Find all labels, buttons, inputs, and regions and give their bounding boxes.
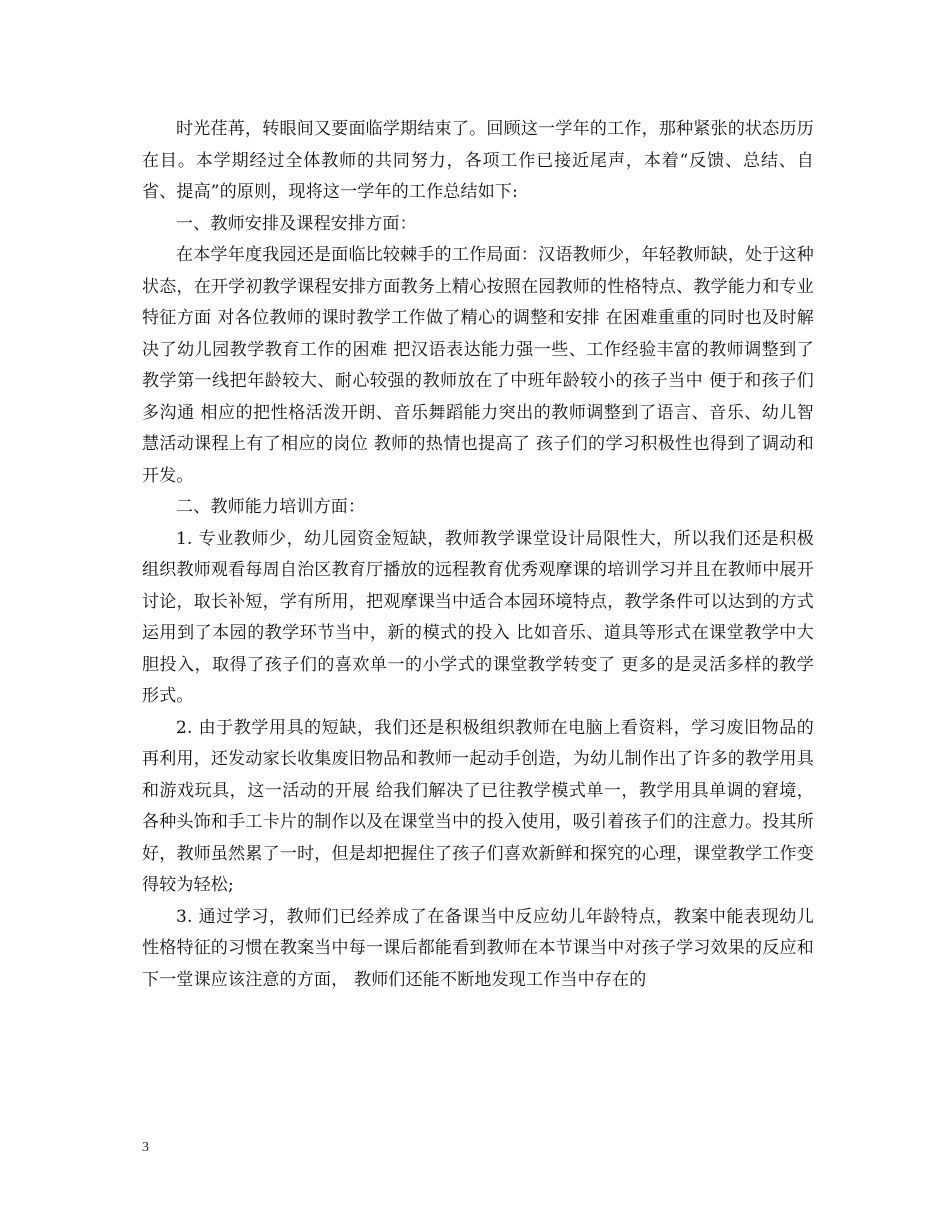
paragraph-training-item-1: 1. 专业教师少，幼儿园资金短缺，教师教学课堂设计局限性大，所以我们还是积极组织教师观看每周自治区教育厅播放的远程教育优秀观摩课的培训学习并且在教师中展开讨论，取长补短，学有所用，把观摩课当中适合本园环境特点，教学条件可以达到的方式运用到了本园的教学环节当中，新的模式的投入 比如音乐、道具等形式在课堂教学中大胆投入，取得了孩子们的喜欢单一的小学式的课堂教学转变了 更多的是灵活多样的教学形式。 (142, 528, 814, 706)
paragraph-training-item-2: 2. 由于教学用具的短缺，我们还是积极组织教师在电脑上看资料，学习废旧物品的再利用，还发动家长收集废旧物品和教师一起动手创造，为幼儿制作出了许多的教学用具和游戏玩具，这一活动的开展 给我们解决了已往教学模式单一，教学用具单调的窘境，各种头饰和手工卡片的制作以及在课堂当中的投入使用，吸引着孩子们的注意力。投其所好，教师虽然累了一时，但是却把握住了孩子们喜欢新鲜和探究的心理，课堂教学工作变得较为轻松; (142, 717, 814, 895)
paragraph-training-item-3: 3. 通过学习，教师们已经养成了在备课当中反应幼儿年龄特点，教案中能表现幼儿性格特征的习惯在教案当中每一课后都能看到教师在本节课当中对孩子学习效果的反应和下一堂课应该注意的方面， 教师们还能不断地发现工作当中存在的 (142, 906, 814, 990)
section-heading-teacher-arrangement: 一、教师安排及课程安排方面： (176, 213, 417, 234)
document-body (142, 114, 814, 996)
page-number: 3 (142, 1140, 149, 1155)
paragraph-intro: 时光荏苒，转眼间又要面临学期结束了。回顾这一学年的工作，那种紧张的状态历历在目。本学期经过全体教师的共同努力，各项工作已接近尾声，本着“反馈、总结、自省、提高”的原则，现将这一学年的工作总结如下: (142, 119, 814, 202)
paragraph-teacher-arrangement: 在本学年度我园还是面临比较棘手的工作局面：汉语教师少，年轻教师缺，处于这种状态，在开学初教学课程安排方面教务上精心按照在园教师的性格特点、教学能力和专业特征方面 对各位教师的课时教学工作做了精心的调整和安排 在困难重重的同时也及时解决了幼儿园教学教育工作的困难 把汉语表达能力强一些、工作经验丰富的教师调整到了教学第一线把年龄较大、耐心较强的教师放在了中班年龄较小的孩子当中 便于和孩子们多沟通 相应的把性格活泼开朗、音乐舞蹈能力突出的教师调整到了语言、音乐、幼儿智慧活动课程上有了相应的岗位 教师的热情也提高了 孩子们的学习积极性也得到了调动和开发。 (142, 245, 814, 486)
section-heading-teacher-training: 二、教师能力培训方面： (176, 497, 366, 517)
